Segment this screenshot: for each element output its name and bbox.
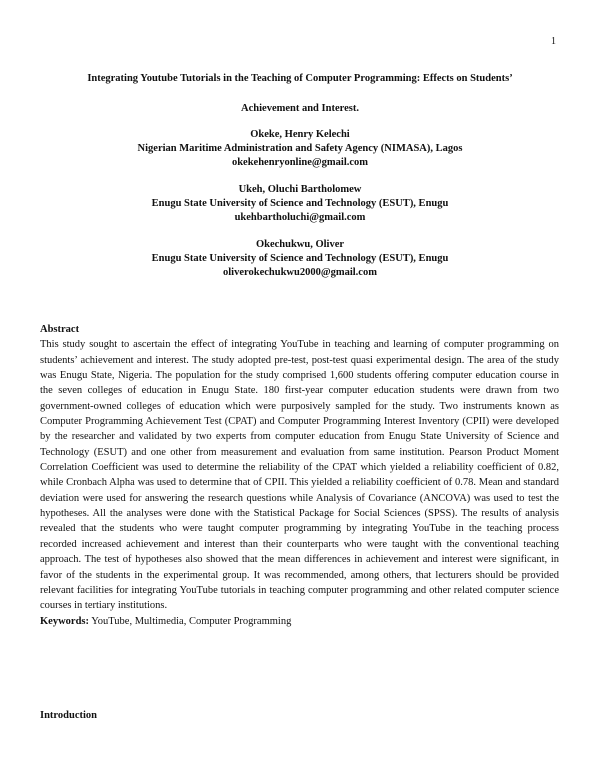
keywords-line [40,614,559,629]
author-name: Okeke, Henry Kelechi [250,129,350,140]
introduction-heading: Introduction [40,710,97,721]
author-email: ukehbartholuchi@gmail.com [234,212,366,223]
author-block-2 [40,183,560,225]
abstract-heading: Abstract [40,324,80,335]
author-name: Okechukwu, Oliver [255,239,345,250]
author-block-3 [40,238,560,280]
abstract-section [40,322,559,629]
abstract-body: This study sought to ascertain the effect of integrating YouTube in teaching and learning of computer programming on students’ achievement and interest. The study adopted pre-test, post-test quasi experimental design. The area of the study was Enugu State, Nigeria. The population for the study comprised 1,600 students offering computer education course in the seven colleges of education in Enugu State. 180 first-year computer education students were drawn from two government-owned colleges of education which were purposively sampled for the study. Two instruments known as Computer Programming Achievement Test (CPAT) and Computer Programming Interest Inventory (CPII) were developed by the researcher and validated by two experts from computer education from Enugu State University of Science and Technology (ESUT) and one other from measurement and evaluation from same institution. Pearson Product Moment Correlation Coefficient was used to determine the reliability of the CPAT which yielded a reliability coefficient of 0.82, while Cronbach Alpha was used to determine that of CPII. This yielded a reliability coefficient of 0.78. Mean and standard deviation were used for answering the research questions while Analysis of Covariance (ANCOVA) was used to test the hypotheses. All the analyses were done with the Statistical Package for Social Sciences (SPSS). The results of analysis revealed that the students who were taught computer programming by integrating YouTube in the teaching process recorded increased achievement and interest than their counterparts who were taught with the conventional teaching approach. The test of hypotheses also showed that the mean differences in achievement and interest were significant, in favor of the students in the experimental group. It was recommended, among others, that lecturers should be provided relevant facilities for integrating YouTube tutorials in teaching computer programming and other related computer science courses in tertiary institutions. [40,339,559,612]
page-number: 1 [551,36,556,47]
paper-title [40,64,560,124]
title-line-1: Integrating Youtube Tutorials in the Teaching of Computer Programming: Effects on Students’ [87,73,513,84]
author-email: okekehenryonline@gmail.com [231,157,369,168]
author-email: oliverokechukwu2000@gmail.com [223,267,377,278]
author-block-1 [40,128,560,170]
author-affiliation: Nigerian Maritime Administration and Safety Agency (NIMASA), Lagos [137,143,463,154]
author-affiliation: Enugu State University of Science and Technology (ESUT), Enugu [151,198,449,209]
keywords-label: Keywords: [40,615,89,627]
title-line-2: Achievement and Interest. [241,103,359,114]
keywords-value: YouTube, Multimedia, Computer Programming [89,615,292,627]
author-affiliation: Enugu State University of Science and Technology (ESUT), Enugu [151,253,449,264]
author-name: Ukeh, Oluchi Bartholomew [238,184,362,195]
